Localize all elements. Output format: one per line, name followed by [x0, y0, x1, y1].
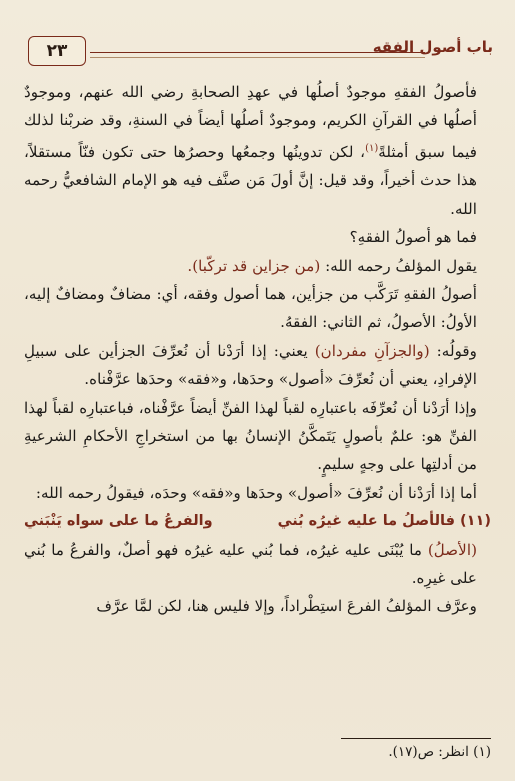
paragraph-1-text-a: فأصولُ الفقهِ موجودٌ أصلُها في عهدِ الصحابةِ رضي الله عنهم، وموجودٌ أصلُها في القرآنِ الكريم، وموجودٌ أصلُها أيضاً في السنةِ، وقد ضربْنا لذلك فيما سبق أمثلةً — [24, 83, 477, 161]
paragraph-5 — [24, 337, 491, 394]
poem-verse — [24, 507, 491, 535]
paragraph-5-rest: يعني: إذا أرَدْنا أن نُعرِّفَ الجزأين على سبيلِ الإفرادِ، يعني أن نُعرِّفَ «أصول» وحدَها، و«فقه» وحدَها عرَّفْناه. — [24, 341, 477, 389]
paragraph-3 — [24, 252, 491, 280]
header-rule — [90, 52, 425, 53]
paragraph-9: وعرَّف المؤلفُ الفرعَ استِطْراداً، وإلا فليس هنا، لكن لمَّا عرَّف — [96, 597, 477, 616]
page-header — [28, 36, 493, 70]
verse-number: (١١) — [460, 513, 491, 530]
verse-right-text: فالأصلُ ما عليه غيرُه بُني — [277, 513, 455, 530]
footnote-marker: (١) — [365, 142, 379, 154]
paragraph-8 — [24, 536, 491, 593]
paragraph-4: أصولُ الفقهِ تَرَكَّب من جزأين، هما أصول وفقه، أي: مضافٌ ومضافٌ إليه، الأولُ: الأصولُ، ثم الثاني: الفقهُ. — [24, 284, 477, 332]
paragraph-1 — [24, 78, 491, 223]
verse-first-hemistich — [278, 507, 491, 535]
paragraph-1-text-b: ، لكن تدوينُها وجمعُها وحصرُها حتى تكون فنّاً مستقلاً، هذا حدث أخيراً، وقد قيل: إنَّ أولَ مَن صنَّف فيه هو الإمام الشافعيُّ رحمه الله. — [24, 142, 477, 218]
chapter-title: باب أصول الفقه — [372, 38, 493, 56]
paragraph-7: أما إذا أرَدْنا أن نُعرِّفَ «أصول» وحدَها و«فقه» وحدَه، فيقولُ رحمه الله: — [35, 483, 477, 502]
footnote-divider — [341, 738, 491, 739]
paragraph-8-quote: (الأصلُ) — [427, 540, 477, 559]
paragraph-2: فما هو أصولُ الفقهِ؟ — [349, 228, 477, 247]
page-number: ٢٣ — [28, 36, 86, 66]
paragraph-5-intro: وقولُه: — [429, 341, 478, 360]
paragraph-6: وإذا أرَدْنا أن نُعرِّفَه باعتبارِه لقباً لهذا الفنِّ أيضاً عرَّفْناه، فباعتبارِه لقباً لهذا الفنِّ هو: علمٌ بأصولٍ يَتَمكَّنُ الإنسانُ بها من استخراجِ الأحكامِ الشرعيةِ من أدلتِها على وجهٍ سليمٍ. — [24, 398, 477, 474]
paragraph-3-intro: يقول المؤلفُ رحمه الله: — [320, 256, 477, 275]
page-body — [24, 78, 491, 621]
footnote: (١) انظر: ص(١٧). — [388, 744, 491, 760]
header-rule-thin — [90, 57, 425, 58]
paragraph-8-rest: ما يُبْنَى عليه غيرُه، فما بُني عليه غيرُه فهو أصلٌ، والفرعُ ما بُني على غيرِه. — [24, 540, 477, 587]
verse-left-text: والفرعُ ما على سواه يَنْبَني — [24, 513, 213, 530]
paragraph-5-quote: (والجزآنِ مفردان) — [314, 341, 430, 360]
paragraph-3-quote: (من جزاين قد تركّبا). — [187, 256, 321, 275]
